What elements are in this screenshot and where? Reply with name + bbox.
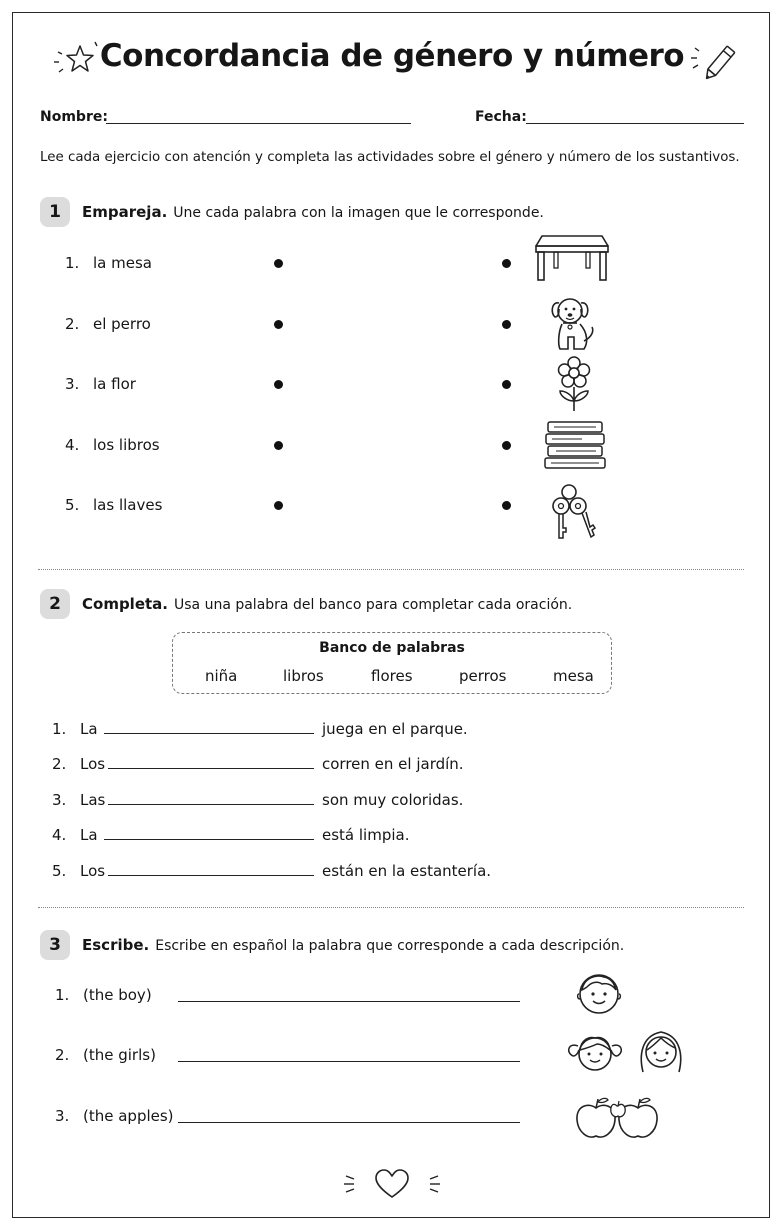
match-item-word: el perro bbox=[93, 315, 151, 333]
match-item-word: la mesa bbox=[93, 254, 152, 272]
sentence-start: La bbox=[80, 826, 98, 844]
sentence-number: 2. bbox=[52, 755, 67, 773]
word-bank-word: libros bbox=[283, 667, 324, 685]
write-item-number: 1. bbox=[55, 986, 70, 1004]
section-1-heading: Empareja. bbox=[82, 203, 168, 221]
write-item bbox=[55, 1107, 174, 1125]
match-item bbox=[65, 315, 151, 333]
name-label: Nombre: bbox=[40, 109, 108, 125]
write-item bbox=[55, 986, 152, 1004]
sentence-number: 3. bbox=[52, 791, 67, 809]
section-3-description: Escribe en español la palabra que corresponde a cada descripción. bbox=[155, 938, 625, 954]
dog-icon bbox=[546, 293, 600, 353]
flower-icon bbox=[554, 355, 594, 415]
date-field[interactable] bbox=[526, 123, 744, 124]
match-item bbox=[65, 254, 152, 272]
section-2-heading: Completa. bbox=[82, 595, 168, 613]
section-divider bbox=[38, 569, 744, 570]
word-bank-word: mesa bbox=[553, 667, 594, 685]
sentence-blank[interactable] bbox=[104, 719, 314, 734]
table-icon bbox=[534, 234, 610, 284]
sentence-row bbox=[52, 790, 463, 809]
match-dot-left[interactable] bbox=[274, 320, 283, 329]
write-item-text: (the boy) bbox=[83, 986, 152, 1004]
section-3-heading: Escribe. bbox=[82, 936, 150, 954]
word-bank-word: flores bbox=[371, 667, 413, 685]
match-dot-right[interactable] bbox=[502, 320, 511, 329]
sentence-start: La bbox=[80, 720, 98, 738]
sentence-start: Los bbox=[80, 862, 106, 880]
match-dot-right[interactable] bbox=[502, 259, 511, 268]
sentence-end: juega en el parque. bbox=[322, 720, 468, 738]
section-3-number: 3 bbox=[40, 930, 70, 960]
match-item-number: 3. bbox=[65, 375, 80, 393]
section-divider bbox=[38, 907, 744, 908]
sentence-start: Los bbox=[80, 755, 106, 773]
section-1-number: 1 bbox=[40, 197, 70, 227]
sentence-end: corren en el jardín. bbox=[322, 755, 464, 773]
keys-icon bbox=[547, 482, 597, 544]
section-1-title bbox=[82, 203, 544, 221]
sentence-end: están en la estantería. bbox=[322, 862, 492, 880]
sentence-end: está limpia. bbox=[322, 826, 410, 844]
sentence-blank[interactable] bbox=[104, 825, 314, 840]
boy-icon bbox=[574, 968, 624, 1018]
match-item-word: la flor bbox=[93, 375, 136, 393]
sentence-number: 4. bbox=[52, 826, 67, 844]
word-bank-word: niña bbox=[205, 667, 238, 685]
section-2-description: Usa una palabra del banco para completar cada oración. bbox=[174, 597, 573, 613]
sentence-blank[interactable] bbox=[108, 861, 314, 876]
girls-icon bbox=[563, 1026, 695, 1078]
write-item bbox=[55, 1046, 156, 1064]
match-dot-right[interactable] bbox=[502, 380, 511, 389]
books-icon bbox=[542, 418, 608, 472]
match-item bbox=[65, 496, 162, 514]
match-item-number: 1. bbox=[65, 254, 80, 272]
write-item-text: (the apples) bbox=[83, 1107, 174, 1125]
write-item-text: (the girls) bbox=[83, 1046, 156, 1064]
pencil-icon bbox=[688, 36, 748, 82]
match-item-number: 2. bbox=[65, 315, 80, 333]
instructions: Lee cada ejercicio con atención y completa las actividades sobre el género y número de los sustantivos. bbox=[40, 150, 740, 165]
match-dot-right[interactable] bbox=[502, 441, 511, 450]
match-item-number: 5. bbox=[65, 496, 80, 514]
match-dot-left[interactable] bbox=[274, 259, 283, 268]
match-item bbox=[65, 436, 160, 454]
match-item-number: 4. bbox=[65, 436, 80, 454]
section-1-description: Une cada palabra con la imagen que le corresponde. bbox=[173, 205, 544, 221]
name-field[interactable] bbox=[106, 123, 411, 124]
sentence-blank[interactable] bbox=[108, 790, 314, 805]
date-label: Fecha: bbox=[475, 109, 527, 125]
sentence-end: son muy coloridas. bbox=[322, 791, 464, 809]
match-dot-left[interactable] bbox=[274, 380, 283, 389]
sentence-row bbox=[52, 754, 464, 773]
write-answer-line[interactable] bbox=[178, 1061, 520, 1062]
match-dot-right[interactable] bbox=[502, 501, 511, 510]
match-dot-left[interactable] bbox=[274, 501, 283, 510]
match-item-word: las llaves bbox=[93, 496, 163, 514]
sentence-start: Las bbox=[80, 791, 106, 809]
write-item-number: 3. bbox=[55, 1107, 70, 1125]
section-2-title bbox=[82, 595, 572, 613]
section-3-title bbox=[82, 936, 624, 954]
sentence-row bbox=[52, 861, 491, 880]
sentence-row bbox=[52, 825, 409, 844]
match-item-word: los libros bbox=[93, 436, 160, 454]
write-answer-line[interactable] bbox=[178, 1001, 520, 1002]
sentence-number: 5. bbox=[52, 862, 67, 880]
sentence-blank[interactable] bbox=[108, 754, 314, 769]
match-item bbox=[65, 375, 136, 393]
match-dot-left[interactable] bbox=[274, 441, 283, 450]
section-2-number: 2 bbox=[40, 589, 70, 619]
word-bank bbox=[172, 632, 612, 694]
apples-icon bbox=[574, 1094, 664, 1142]
page-title: Concordancia de género y número bbox=[99, 38, 685, 74]
write-answer-line[interactable] bbox=[178, 1122, 520, 1123]
write-item-number: 2. bbox=[55, 1046, 70, 1064]
sentence-number: 1. bbox=[52, 720, 67, 738]
word-bank-word: perros bbox=[459, 667, 507, 685]
sentence-row bbox=[52, 719, 468, 738]
heart-icon bbox=[340, 1166, 444, 1202]
word-bank-title: Banco de palabras bbox=[319, 640, 465, 656]
